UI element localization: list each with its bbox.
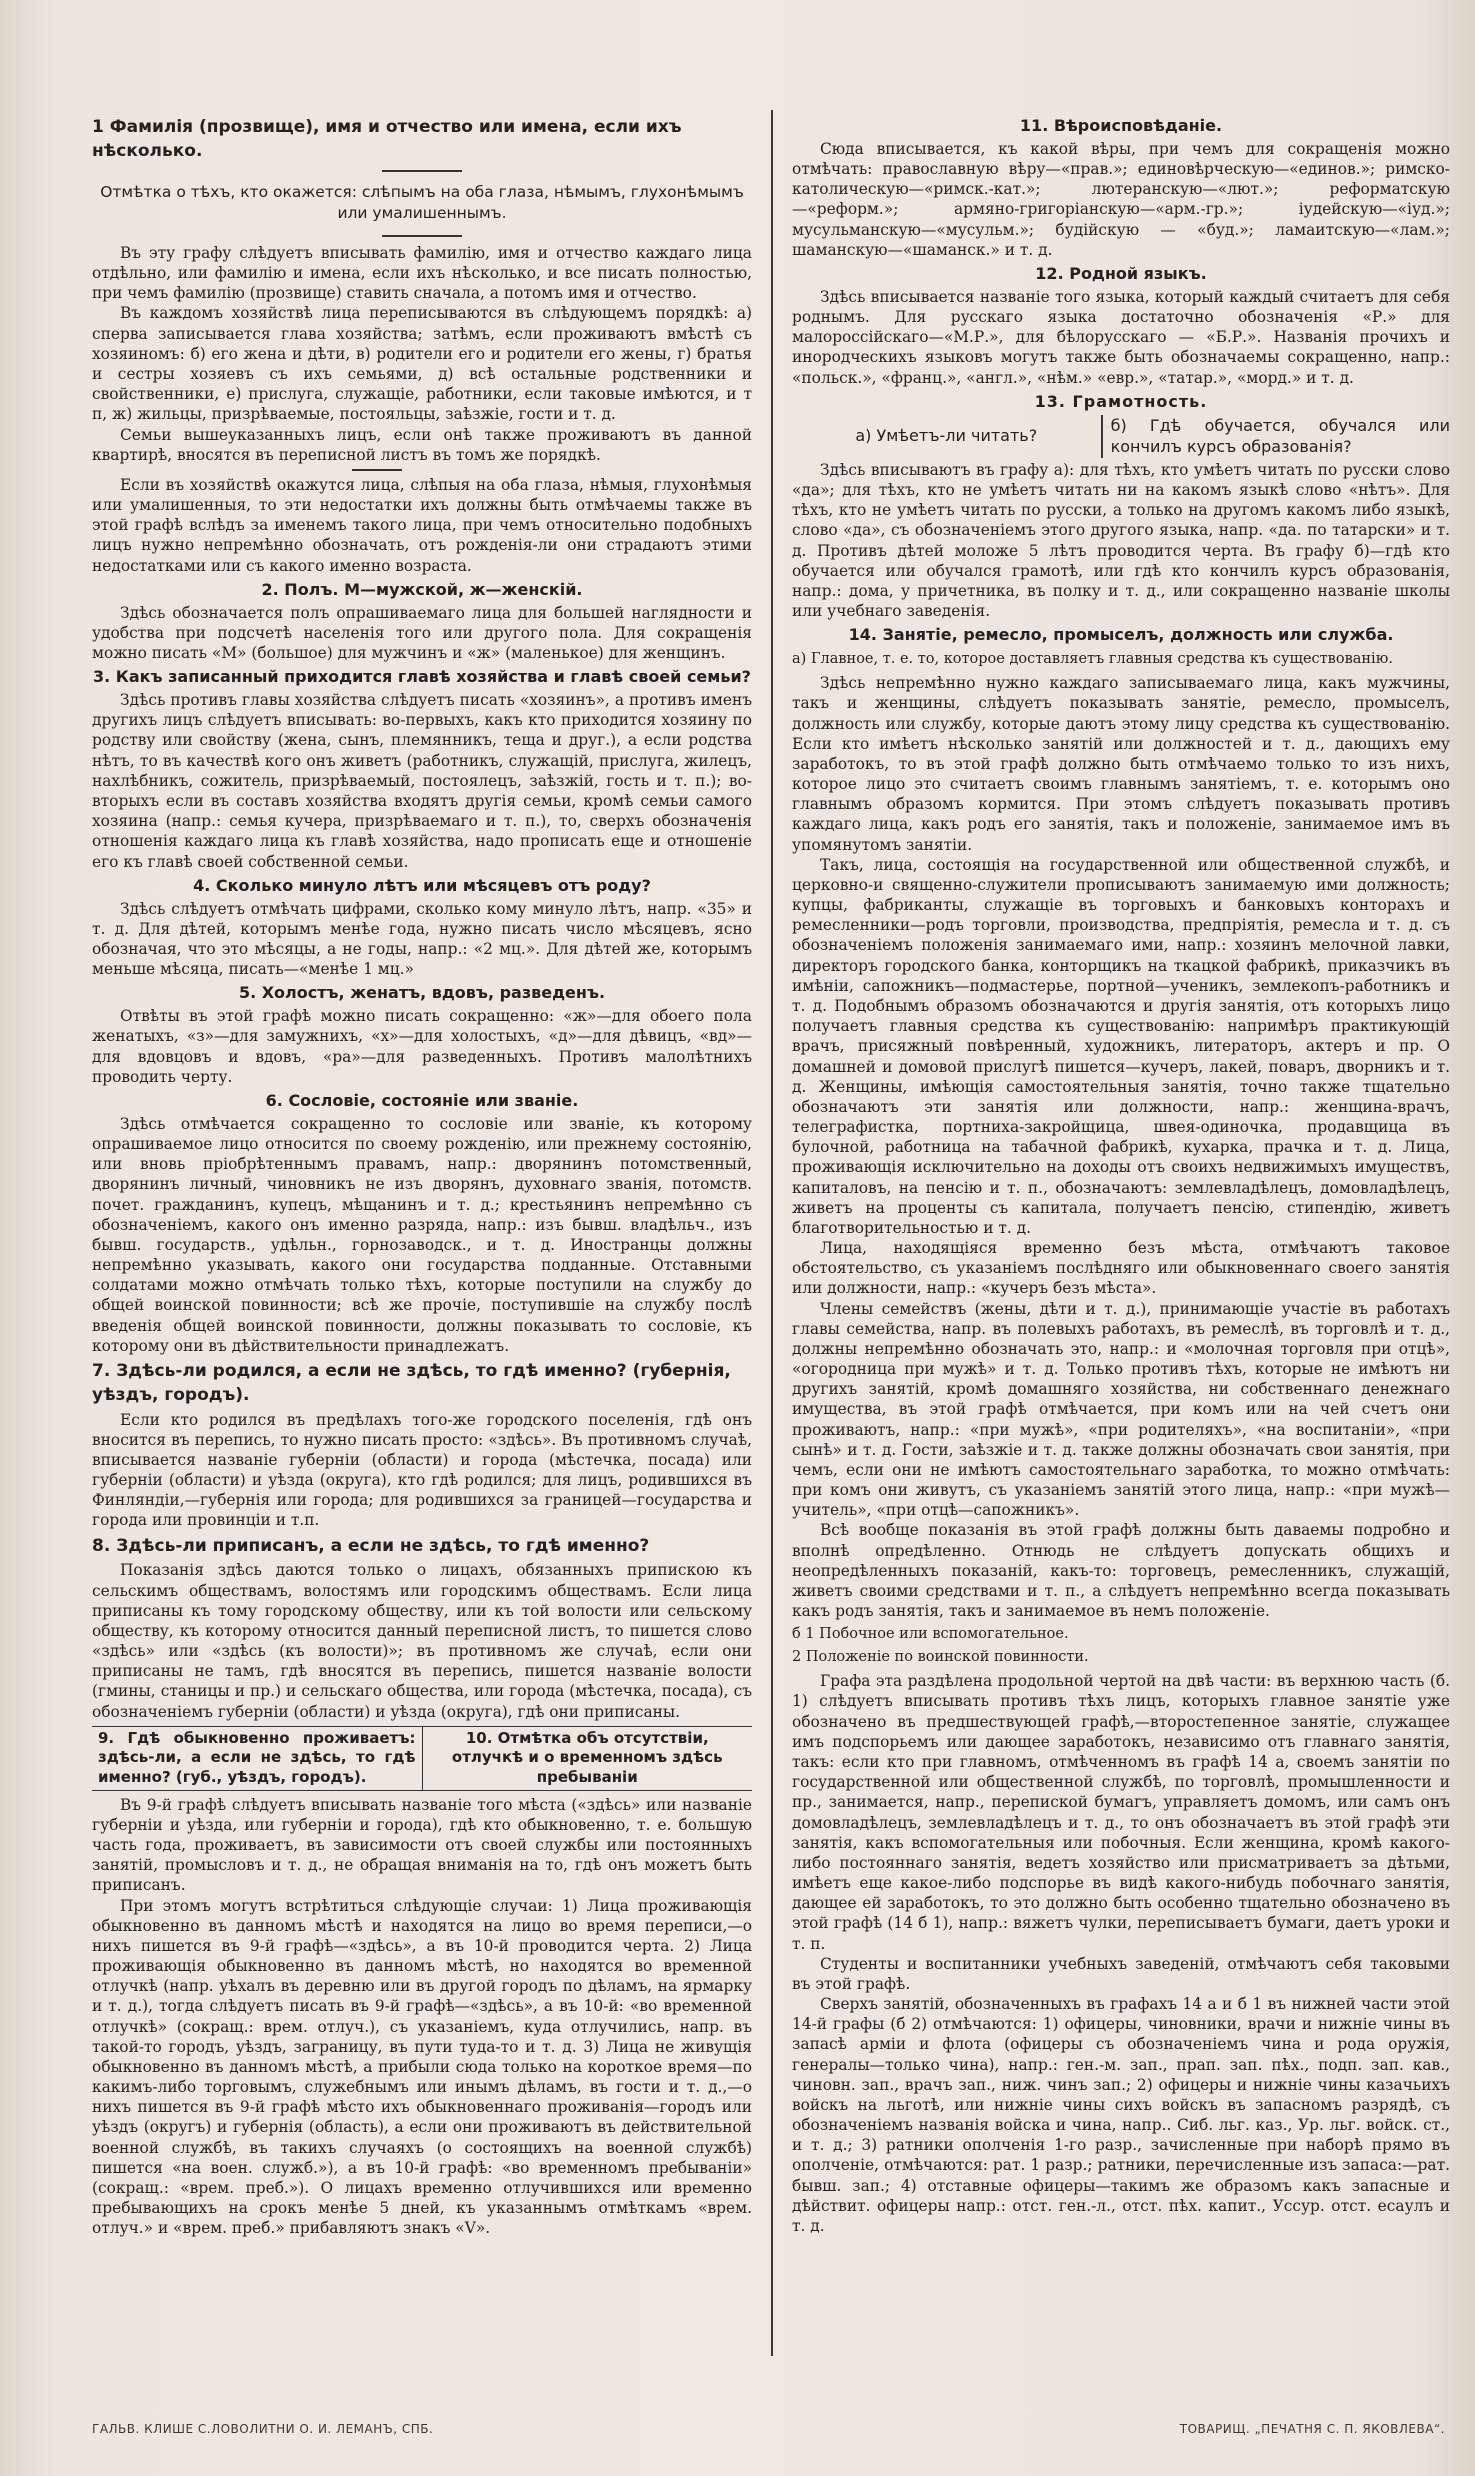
- section-12-heading: 12. Родной языкъ.: [1035, 263, 1207, 283]
- paragraph: Здѣсь отмѣчается сокращенно то сословіе или званіе, къ которому опрашиваемое лицо относится по своему рожденію, или прежнему состоянію, или вновь пріобрѣтеннымъ правамъ, напр.: дворянинъ потомственный, дворянинъ личный, чиновникъ не изъ дворянъ, духовнаго званія, потомств. почет. гражданинъ, купецъ, мѣщанинъ и т. д.; крестьянинъ непремѣнно съ обозначеніемъ, какого онъ именно разряда, напр.: изъ бывш. владѣльч., изъ бывш. государств., удѣльн., горнозаводск., и т. д. Иностранцы должны непремѣнно указывать, какого они государства подданные. Отставными солдатами можно отмѣчать только тѣхъ, которые поступили на службу до общей воинской повинности; всѣ же прочіе, поступившіе на службу послѣ введенія общей воинской повинности, должны показывать то сословіе, къ которому они въ дѣйствительности принадлежатъ.: [92, 1114, 752, 1355]
- section-6-heading: 6. Сословіе, состояніе или званіе.: [265, 1090, 579, 1110]
- right-column: [792, 112, 1450, 2366]
- paragraph: Здѣсь обозначается полъ опрашиваемаго лица для большей наглядности и удобства при подсчетѣ населенія того или другого пола. Для сокращенія можно писать «М» (большое) для мужчинъ и «ж» (маленькое) для женщинъ.: [92, 603, 752, 663]
- paragraph: При этомъ могутъ встрѣтиться слѣдующіе случаи: 1) Лица проживающія обыкновенно въ данномъ мѣстѣ и находятся на лицо во время переписи,—о нихъ пишется въ 9-й графѣ—«здѣсь», а въ 10-й проводится черта. 2) Лица проживающія обыкновенно въ данномъ мѣстѣ, но находятся во временной отлучкѣ (напр. уѣхалъ въ деревню или въ другой городъ по дѣламъ, на ярмарку и т. д.), тогда слѣдуетъ писать въ 9-й графѣ—«здѣсь», а въ 10-й: «во временной отлучкѣ» (сокращ.: врем. отлуч.), съ указаніемъ, куда отлучились, напр. въ такой-то городъ, уѣздъ, заграницу, въ пути туда-то и т. д. 3) Лица не живущія обыкновенно въ данномъ мѣстѣ, а прибыли сюда только на короткое время—по какимъ-либо торговымъ, служебнымъ или инымъ дѣламъ, въ гости и т. д.,—о нихъ пишется въ 9-й графѣ мѣсто ихъ обыкновеннаго проживанія—городъ или уѣздъ (округъ) и губернія (область), а если они проживаютъ въ действительной военной службѣ, въ такихъ случаяхъ (о состоящихъ на военной службѣ) пишется «на воен. служб.»), а въ 10-й графѣ: «во временномъ пребываніи» (сокращ.: «врем. преб.»). О лицахъ временно отлучившихся или временно пребывающихъ на срокъ менѣе 5 дней, къ указаннымъ отмѣткамъ «врем. отлуч.» и «врем. преб.» прибавляютъ знакъ «V».: [92, 1896, 752, 2238]
- heading-rule: [382, 235, 462, 237]
- column-divider: [771, 110, 773, 2356]
- section-4-heading: 4. Сколько минуло лѣтъ или мѣсяцевъ отъ роду?: [193, 875, 651, 895]
- paragraph: Отвѣты въ этой графѣ можно писать сокращенно: «ж»—для обоего пола женатыхъ, «з»—для замужнихъ, «х»—для холостыхъ, «д»—для дѣвицъ, «вд»—для вдовцовъ и вдовъ, «ра»—для разведенныхъ. Противъ малолѣтнихъ проводить черту.: [92, 1007, 752, 1086]
- sections-9-10-header: [92, 1726, 752, 1791]
- section-13-heading: 13. Грамотность.: [1034, 391, 1208, 411]
- paragraph: Если въ хозяйствѣ окажутся лица, слѣпыя на оба глаза, нѣмыя, глухонѣмыя или умалишенныя, то эти недостатки ихъ должны быть отмѣчаемы также въ этой графѣ вслѣдъ за именемъ такого лица, при чемъ относительно подобныхъ лицъ нужно непремѣнно обозначать, отъ рожденія-ли они страдаютъ этими недостатками или съ какого именно возраста.: [92, 475, 752, 575]
- section-1-heading: 1 Фамилія (прозвище), имя и отчество или имена, если ихъ нѣсколько.: [92, 117, 682, 161]
- section-5-heading: 5. Холостъ, женатъ, вдовъ, разведенъ.: [238, 983, 606, 1003]
- paragraph: Лица, находящіяся временно безъ мѣста, отмѣчаютъ таковое обстоятельство, съ указаніемъ послѣдняго или обыкновеннаго своего занятія или должности, напр.: «кучеръ безъ мѣста».: [792, 1239, 1450, 1298]
- section-14b2-heading: 2 Положеніе по воинской повинности.: [792, 1649, 1089, 1666]
- paragraph: Члены семействъ (жены, дѣти и т. д.), принимающіе участіе въ работахъ главы семейства, напр. въ полевыхъ работахъ, въ ремеслѣ, въ торговлѣ и т. д., должны непремѣнно обозначать это, напр.: и «молочная торговля при отцѣ», «огородница при мужѣ» и т. д. Только противъ тѣхъ, которые не имѣютъ ни другихъ занятій, кромѣ домашняго хозяйства, ни собственнаго денежнаго имущества, въ этой графѣ отмѣчается, при комъ или на чей счетъ они проживаютъ, напр.: «при мужѣ», «при родителяхъ», «на воспитаніи», «при сынѣ» и т. д. Гости, заѣзжіе и т. д. также должны обозначать свои занятія, при чемъ, если они не имѣютъ самостоятельнаго заработка, то можно отмѣчать: при комъ они живутъ, съ указаніемъ занятій этого лица, напр.: «при мужѣ—учитель», «при отцѣ—сапожникъ».: [792, 1299, 1450, 1520]
- paragraph-rule: [352, 469, 402, 471]
- paragraph: Сверхъ занятій, обозначенныхъ въ графахъ 14 а и б 1 въ нижней части этой 14-й графы (б 2) отмѣчаются: 1) офицеры, чиновники, врачи и нижніе чины въ запасѣ арміи и флота (офицеры съ обозначеніемъ чина и рода оружія, генералы—только чина), напр.: ген.-м. зап., прап. зап. пѣх., подп. зап. кав., чиновн. зап., врачъ зап., ниж. чинъ зап.; 2) офицеры и нижніе чины казачьихъ войскъ на льготѣ, или нижніе чины сихъ войскъ въ запасномъ разрядѣ, съ обозначеніемъ названія войска и чина, напр.. Сиб. льг. каз., Ур. льг. войск. ст., и т. д.; 3) ратники ополченія 1-го разр., зачисленные при наборѣ прямо въ ополченіе, отмѣчаются: рат. 1 разр.; ратники, перечисленные изъ запаса:—рат. бывш. зап.; 4) отставные офицеры—такимъ же образомъ какъ запасные и дѣйствит. офицеры напр.: отст. ген.-л., отст. пѣх. капит., Уссур. отст. есаулъ и т. д.: [792, 1995, 1450, 2235]
- paragraph: Студенты и воспитанники учебныхъ заведеній, отмѣчаютъ себя таковыми въ этой графѣ.: [792, 1954, 1450, 1993]
- paragraph: Семьи вышеуказанныхъ лицъ, если онѣ также проживаютъ въ данной квартирѣ, вносятся въ переписной листъ въ томъ же порядкѣ.: [92, 425, 752, 464]
- literacy-a-heading: а) Умѣетъ-ли читать?: [855, 425, 1038, 445]
- heading-rule: [382, 170, 462, 172]
- section-2-heading: 2. Полъ. М—мужской, ж—женскій.: [261, 579, 583, 599]
- section-9-heading: 9. Гдѣ обыкновенно проживаетъ: здѣсь-ли, а если не здѣсь, то гдѣ именно? (губ., уѣздъ, городъ).: [92, 1727, 423, 1790]
- paragraph: Всѣ вообще показанія въ этой графѣ должны быть даваемы подробно и вполнѣ опредѣленно. Отнюдь не слѣдуетъ допускать общихъ и неопредѣленныхъ показаній, какъ-то: торговецъ, ремесленникъ, служащій, живетъ своими средствами и т. п., а слѣдуетъ непремѣнно всегда показывать какъ родъ занятія, такъ и занимаемое въ немъ положеніе.: [792, 1521, 1450, 1621]
- paragraph: Въ 9-й графѣ слѣдуетъ вписывать названіе того мѣста («здѣсь» или названіе губерніи и уѣзда, или губерніи и города), гдѣ кто обыкновенно, т. е. большую часть года, проживаетъ, въ зависимости отъ своей службы или постоянныхъ занятій, промысловъ и т. д., не обращая вниманія на то, гдѣ онъ можетъ быть приписанъ.: [92, 1795, 752, 1895]
- section-1-subheading: Отмѣтка о тѣхъ, кто окажется: слѣпымъ на оба глаза, нѣмымъ, глухонѣмымъ или умалишеннымъ.: [100, 182, 744, 223]
- section-14a-heading: а) Главное, т. е. то, которое доставляетъ главныя средства къ существованію.: [792, 651, 1393, 668]
- left-column: [92, 112, 752, 2366]
- paragraph: Если кто родился въ предѣлахъ того-же городского поселенія, гдѣ онъ вносится въ перепись, то нужно писать просто: «здѣсь». Въ противномъ случаѣ, вписывается названіе губерніи (области) и города (мѣстечка, посада) или губерніи (области) и уѣзда (округа), кто гдѣ родился; для лицъ, родившихся въ Финляндіи,—губернія или города; для родившихся за границей—государства и города или провинціи и т.п.: [92, 1410, 752, 1530]
- paragraph: Въ каждомъ хозяйствѣ лица переписываются въ слѣдующемъ порядкѣ: а) сперва записывается глава хозяйства; затѣмъ, если проживаютъ вмѣстѣ съ хозяиномъ: б) его жена и дѣти, в) родители его и родители его жены, г) братья и сестры хозяевъ съ ихъ семьями, д) всѣ остальные родственники и свойственники, е) прислуга, служащіе, работники, если таковые имѣются, и т п, ж) жильцы, призрѣваемые, постояльцы, заѣзжіе, гости и т. д.: [92, 304, 752, 424]
- paragraph: Здѣсь непремѣнно нужно каждаго записываемаго лица, какъ мужчины, такъ и женщины, слѣдуетъ показывать занятіе, ремесло, промыселъ, должность или службу, которые даютъ этому лицу средства къ существованію. Если кто имѣетъ нѣсколько занятій или должностей и т. д., дающихъ ему заработокъ, то въ этой графѣ должно быть отмѣчаемо только то изъ нихъ, которое лицо это считаетъ своимъ главнымъ занятіемъ, т. е. которымъ оно главнымъ образомъ кормится. При этомъ слѣдуетъ показывать противъ каждаго лица, какъ родъ его занятія, такъ и положеніе, занимаемое имъ въ упомянутомъ занятіи.: [792, 674, 1450, 854]
- section-14b1-heading: б 1 Побочное или вспомогательное.: [792, 1626, 1069, 1643]
- paragraph: Такъ, лица, состоящія на государственной или общественной службѣ, и церковно-и священно-служители прописываютъ занимаемую ими должность; купцы, фабриканты, служащіе въ торговыхъ и банковыхъ конторахъ и ремесленники—родъ торговли, производства, предпріятія, ремесла и т. д. съ обозначеніемъ положенія занимаемаго ими, напр.: хозяинъ мелочной лавки, директоръ городского банка, конторщикъ на ткацкой фабрикѣ, приказчикъ въ имѣніи, сапожникъ—подмастерье, портной—ученикъ, землекопъ-работникъ и т. д. Подобнымъ образомъ обозначаются и другія занятія, отъ которыхъ лицо получаетъ главныя средства къ существованію: напримѣръ практикующій врачъ, присяжный повѣренный, художникъ, литераторъ, актеръ и пр. О домашней и домовой прислугѣ пишется—кучеръ, лакей, поваръ, дворникъ и т. д. Женщины, имѣющія самостоятельныя занятія, точно также тщательно обозначаютъ эти занятія или должности, напр.: женщина-врачъ, телеграфистка, портниха-закройщица, швея-одиночка, продавщица въ булочной, работница на табачной фабрикѣ, кухарка, прачка и т. д. Лица, проживающія исключительно на доходы отъ своихъ недвижимыхъ имуществъ, капиталовъ, на пенсію и т. п., обозначаютъ: землевладѣлецъ, домовладѣлецъ, живетъ на проценты съ капитала, получаетъ пенсію, стипендію, живетъ благотворительностью и т. д.: [792, 855, 1450, 1237]
- paragraph: Здѣсь вписывается названіе того языка, который каждый считаетъ для себя роднымъ. Для русскаго языка достаточно обозначенія «Р.» для малороссійскаго—«М.Р.», для бѣлорусскаго — «Б.Р.». Названія прочихъ и инородческихъ языковъ могутъ также быть обозначаемы сокращенно, напр.: «польск.», «франц.», «англ.», «нѣм.» «евр.», «татар.», «морд.» и т. д.: [792, 287, 1450, 387]
- paragraph: Показанія здѣсь даются только о лицахъ, обязанныхъ припискою къ сельскимъ обществамъ, волостямъ или городскимъ обществамъ. Если лица приписаны къ тому городскому обществу, или къ той волости или сельскому обществу, къ которому относится данный переписной листъ, то пишется слово «здѣсь» или «здѣсь (къ волости)»; въ противномъ же случаѣ, если они приписаны не тамъ, гдѣ вносятся въ перепись, пишется названіе волости (гмины, станицы и пр.) и сельскаго общества, или города (мѣстечка, посада), съ обозначеніемъ губерніи (области) и уѣзда (округа), гдѣ они приписаны.: [92, 1561, 752, 1721]
- paragraph: Графа эта раздѣлена продольной чертой на двѣ части: въ верхнюю часть (б. 1) слѣдуетъ вписывать противъ тѣхъ лицъ, которыхъ главное занятіе уже обозначено въ предшествующей графѣ,—второстепенное занятіе, служащее имъ подспорьемъ или дающее заработокъ, независимо отъ главнаго занятія, такъ: если кто при главномъ, отмѣченномъ въ графѣ 14 а, своемъ занятіи по государственной или общественной службѣ, по торговлѣ, промышленности и пр., занимается, напр., перепиской бумагъ, управляетъ домомъ, или самъ онъ домовладѣлецъ, землевладѣлецъ и т. д., то онъ обозначаетъ въ этой графѣ эти занятія, какъ вспомогательныя или побочныя. Если женщина, кромѣ какого-либо постояннаго занятія, ведетъ хозяйство или присматриваетъ за дѣтьми, имѣетъ еще какое-либо подспорье въ видѣ какого-нибудь побочнаго занятія, дающее ей заработокъ, то это должно быть особенно тщательно обозначено въ этой графѣ (14 б 1), напр.: вяжетъ чулки, переписываетъ бумаги, даетъ уроки и т. п.: [792, 1672, 1450, 1953]
- printer-imprint-right: ТОВАРИЩ. „ПЕЧАТНЯ С. П. ЯКОВЛЕВА“.: [1179, 2422, 1445, 2436]
- paragraph: Здѣсь слѣдуетъ отмѣчать цифрами, сколько кому минуло лѣтъ, напр. «35» и т. д. Для дѣтей, которымъ менѣе года, нужно писать число мѣсяцевъ, ясно обозначая, что это мѣсяцы, а не годы, напр.: «2 мц.». Для дѣтей же, которымъ меньше мѣсяца, писать—«менѣе 1 мц.»: [92, 899, 752, 979]
- section-3-heading: 3. Какъ записанный приходится главѣ хозяйства и главѣ своей семьи?: [93, 667, 751, 687]
- paragraph: Здѣсь противъ главы хозяйства слѣдуетъ писать «хозяинъ», а противъ именъ другихъ лицъ слѣдуетъ вписывать: во-первыхъ, какъ кто приходится хозяину по родству или свойству (жена, сынъ, племянникъ, теща и друг.), а если родства нѣтъ, то въ качествѣ кого онъ живетъ (работникъ, служащій, прислуга, жилецъ, нахлѣбникъ, сожитель, призрѣваемый, постоялецъ, заѣзжій, гость и т. п.); во-вторыхъ если въ составъ хозяйства входятъ другія семьи, кромѣ семьи самого хозяина (напр.: семья кучера, призрѣваемаго и т. п.), то, сверхъ обозначенія отношенія каждаго лица къ главѣ хозяйства, надо прописать еще и отношеніе его къ главѣ своей собственной семьи.: [92, 691, 752, 871]
- section-10-heading: 10. Отмѣтка объ отсутствіи, отлучкѣ и о временномъ здѣсь пребываніи: [451, 1728, 723, 1787]
- literacy-subheadings: [792, 415, 1450, 458]
- paragraph: Въ эту графу слѣдуетъ вписывать фамилію, имя и отчество каждаго лица отдѣльно, или фамилію и имена, если ихъ нѣсколько, и все писать полностью, при чемъ фамилію (прозвище) ставить сначала, а потомъ имя и отчество.: [92, 243, 752, 303]
- section-8-heading: 8. Здѣсь-ли приписанъ, а если не здѣсь, то гдѣ именно?: [92, 1535, 650, 1556]
- section-11-heading: 11. Вѣроисповѣданіе.: [1019, 116, 1223, 135]
- section-7-heading: 7. Здѣсь-ли родился, а если не здѣсь, то гдѣ именно? (губернія, уѣздъ, городъ).: [92, 1360, 731, 1405]
- literacy-b-heading: б) Гдѣ обучается, обучался или кончилъ курсъ образованія?: [1101, 415, 1450, 458]
- printer-imprint-left: ГАЛЬВ. КЛИШЕ С.ЛОВОЛИТНИ О. И. ЛЕМАНЪ, СПБ.: [92, 2422, 434, 2436]
- section-14-heading: 14. Занятіе, ремесло, промыселъ, должность или служба.: [848, 625, 1394, 645]
- paragraph: Здѣсь вписываютъ въ графу а): для тѣхъ, кто умѣетъ читать по русски слово «да»; для тѣхъ, кто не умѣетъ читать ни на какомъ языкѣ слово «нѣтъ». Для тѣхъ, кто не умѣетъ читать по русски, а только на другомъ какомъ либо языкѣ, слово «да», съ обозначеніемъ этого другого языка, напр. «да. по татарски» и т. д. Противъ дѣтей моложе 5 лѣтъ проводится черта. Въ графу б)—гдѣ кто обучается или обучался грамотѣ, или гдѣ кто кончилъ курсъ образованія, напр.: дома, у причетника, въ полку и т. д., или сокращенно названіе школы или учебнаго заведенія.: [792, 460, 1450, 621]
- paragraph: Сюда вписывается, къ какой вѣры, при чемъ для сокращенія можно отмѣчать: православную вѣру—«прав.»; единовѣрческую—«единов.»; римско-католическую—«римск.-кат.»; лютеранскую—«лют.»; реформатскую—«реформ.»; армяно-григоріанскую—«арм.-гр.»; іудейскую—«іуд.»; мусульманскую—«мусульм.»; будійскую — «буд.»; ламаитскую—«лам.»; шаманскую—«шаманск.» и т. д.: [792, 139, 1450, 259]
